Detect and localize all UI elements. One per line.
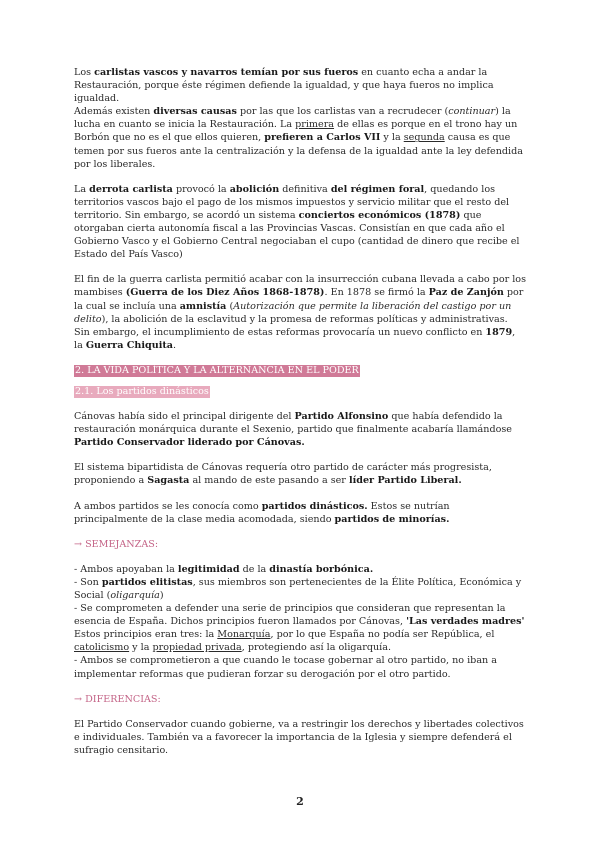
text: , por lo que España no podía ser República, el <box>270 629 495 641</box>
bold-text: abolición <box>229 183 280 195</box>
text: . En 1878 se firmó la <box>324 287 429 299</box>
bold-text: Sagasta <box>147 475 190 487</box>
paragraph-derrota-carlista <box>74 183 526 262</box>
page-number: 2 <box>296 795 304 808</box>
text: El fin de la guerra carlista permitió acabar con la insurrección cubana llevada a cabo por los mambises <box>74 274 526 299</box>
text: provocó la <box>172 183 230 195</box>
bold-text: partidos elitistas <box>101 576 193 588</box>
text: . <box>173 339 177 351</box>
semejanza-item <box>74 602 526 628</box>
text: Los <box>74 67 95 78</box>
semejanzas-heading: → SEMEJANZAS: <box>74 538 159 550</box>
bold-text: Paz de Zanjón <box>428 287 504 299</box>
text: - Ambos apoyaban la <box>74 563 178 575</box>
text: ) <box>159 590 164 601</box>
text: que había defendido la restauración monárquica durante el Sexenio, partido que finalmente acabaría llamándose <box>74 411 512 436</box>
text: por la cual se incluía una <box>74 287 524 312</box>
text: , quedando los territorios vascos bajo el pago de los mismos impuestos y servicio militar que el resto del territorio. Sin embargo, se acordó un sistema <box>74 183 510 221</box>
italic-text: Autorización que permite la liberación del castigo por un delito <box>74 300 512 325</box>
document-body <box>74 66 526 757</box>
text: por las que los carlistas van a recrudecer ( <box>236 106 449 118</box>
bold-text: Partido Conservador liderado por Cánovas. <box>74 437 305 449</box>
diferencia-item: El Partido Conservador cuando gobierne, va a restringir los derechos y libertades colectivos e individuales. También va a favorecer la importancia de la Iglesia y siempre defenderá el sufragio censitario. <box>74 718 524 756</box>
bold-text: del régimen foral <box>330 183 425 195</box>
paragraph-diversas-causas <box>74 105 526 170</box>
bold-text: diversas causas <box>153 106 237 118</box>
underlined-text: catolicismo <box>74 642 130 654</box>
underlined-text: propiedad privada <box>152 642 242 654</box>
text: causa es que temen por sus fueros ante la centralización y la defensa de la igualdad ante la ley defendida por los liberales. <box>74 132 523 170</box>
text: en cuanto echa a andar la Restauración, porque éste régimen defiende la igualdad, y que haya fueros no implica igualdad. <box>74 67 494 105</box>
text: - Son <box>74 576 102 588</box>
text: ), la abolición de la esclavitud y la promesa de reformas políticas y administrativas. Sin embargo, el incumplimiento de estas reformas provocaría un nuevo conflicto en <box>74 313 508 338</box>
section-heading <box>74 364 526 377</box>
bold-text: dinastía borbónica. <box>269 563 374 575</box>
bold-text: derrota carlista <box>89 183 173 195</box>
subsection-heading-text: 2.1. Los partidos dinásticos <box>75 385 209 397</box>
underlined-text: primera <box>295 119 335 131</box>
text: ( <box>226 300 234 312</box>
semejanza-item: - Ambos se comprometieron a que cuando le tocase gobernar al otro partido, no iban a implementar reformas que pudieran forzar su derogación por el otro partido. <box>74 655 497 680</box>
text: - Se comprometen a defender una serie de principios que consideran que representan la esencia de España. Dichos principios fueron llamados por Cánovas, <box>74 603 506 628</box>
text: La <box>74 183 90 195</box>
bold-text: (Guerra de los Diez Años 1868-1878) <box>125 287 325 299</box>
bold-text: carlistas vascos y navarros temían por sus fueros <box>94 67 359 78</box>
bold-text: legitimidad <box>177 563 240 575</box>
paragraph-bipartidismo <box>74 461 526 487</box>
text: Cánovas había sido el principal dirigente del <box>74 411 295 423</box>
text: , protegiendo así la oligarquía. <box>241 642 392 654</box>
text: Estos se nutrían principalmente de la clase media acomodada, siendo <box>74 500 450 525</box>
paragraph-partidos-dinasticos <box>74 500 526 526</box>
bold-text: 'Las verdades madres' <box>406 616 525 628</box>
bold-text: conciertos económicos (1878) <box>298 209 461 221</box>
italic-text: continuar <box>448 106 496 118</box>
text: El sistema bipartidista de Cánovas requería otro partido de carácter más progresista, proponiendo a <box>74 462 492 487</box>
section-heading-text: 2. LA VIDA POLÍTICA Y LA ALTERNANCIA EN EL PODER <box>75 364 359 376</box>
bold-text: amnistía <box>179 300 227 312</box>
semejanza-item <box>74 576 526 602</box>
bold-text: partidos de minorías. <box>334 513 450 525</box>
bold-text: Guerra Chiquita <box>85 339 174 351</box>
text: , sus miembros son pertenecientes de la Élite Política, Económica y Social ( <box>74 576 522 601</box>
text: de ellas es porque en el trono hay un Borbón que no es el que ellos quieren, <box>74 119 518 144</box>
paragraph-guerra-cuba <box>74 273 526 352</box>
underlined-text: segunda <box>403 132 445 144</box>
bold-text: 1879 <box>485 326 513 338</box>
text: al mando de este pasando a ser <box>189 475 349 487</box>
text: que otorgaban cierta autonomía fiscal a las Provincias Vascas. Consistían en que cada año el Gobierno Vasco y el Gobierno Central negociaban el cupo (cantidad de dinero que recibe el Estado del País Vasco) <box>74 209 520 261</box>
bold-text: Partido Alfonsino <box>294 411 389 423</box>
text: Además existen <box>74 106 154 118</box>
text: definitiva <box>279 183 331 195</box>
bold-text: líder Partido Liberal. <box>348 475 462 487</box>
semejanza-item <box>74 563 526 576</box>
bold-text: prefieren a Carlos VII <box>264 132 381 144</box>
bold-text: partidos dinásticos. <box>261 500 368 512</box>
text: Estos principios eran tres: la <box>74 629 218 641</box>
text: de la <box>239 563 270 575</box>
paragraph-canovas <box>74 410 526 449</box>
text: ) la lucha en cuanto se inicia la Restauración. La <box>74 106 511 131</box>
underlined-text: Monarquía <box>217 629 271 641</box>
text: y la <box>380 132 404 144</box>
semejanza-item <box>74 628 526 654</box>
text: y la <box>129 642 153 654</box>
paragraph-carlistas-fueros <box>74 66 526 105</box>
text: , la <box>74 326 516 351</box>
text: A ambos partidos se les conocía como <box>74 500 262 512</box>
diferencias-heading: → DIFERENCIAS: <box>74 693 161 705</box>
italic-text: oligarquía <box>110 590 160 601</box>
subsection-heading <box>74 385 526 398</box>
